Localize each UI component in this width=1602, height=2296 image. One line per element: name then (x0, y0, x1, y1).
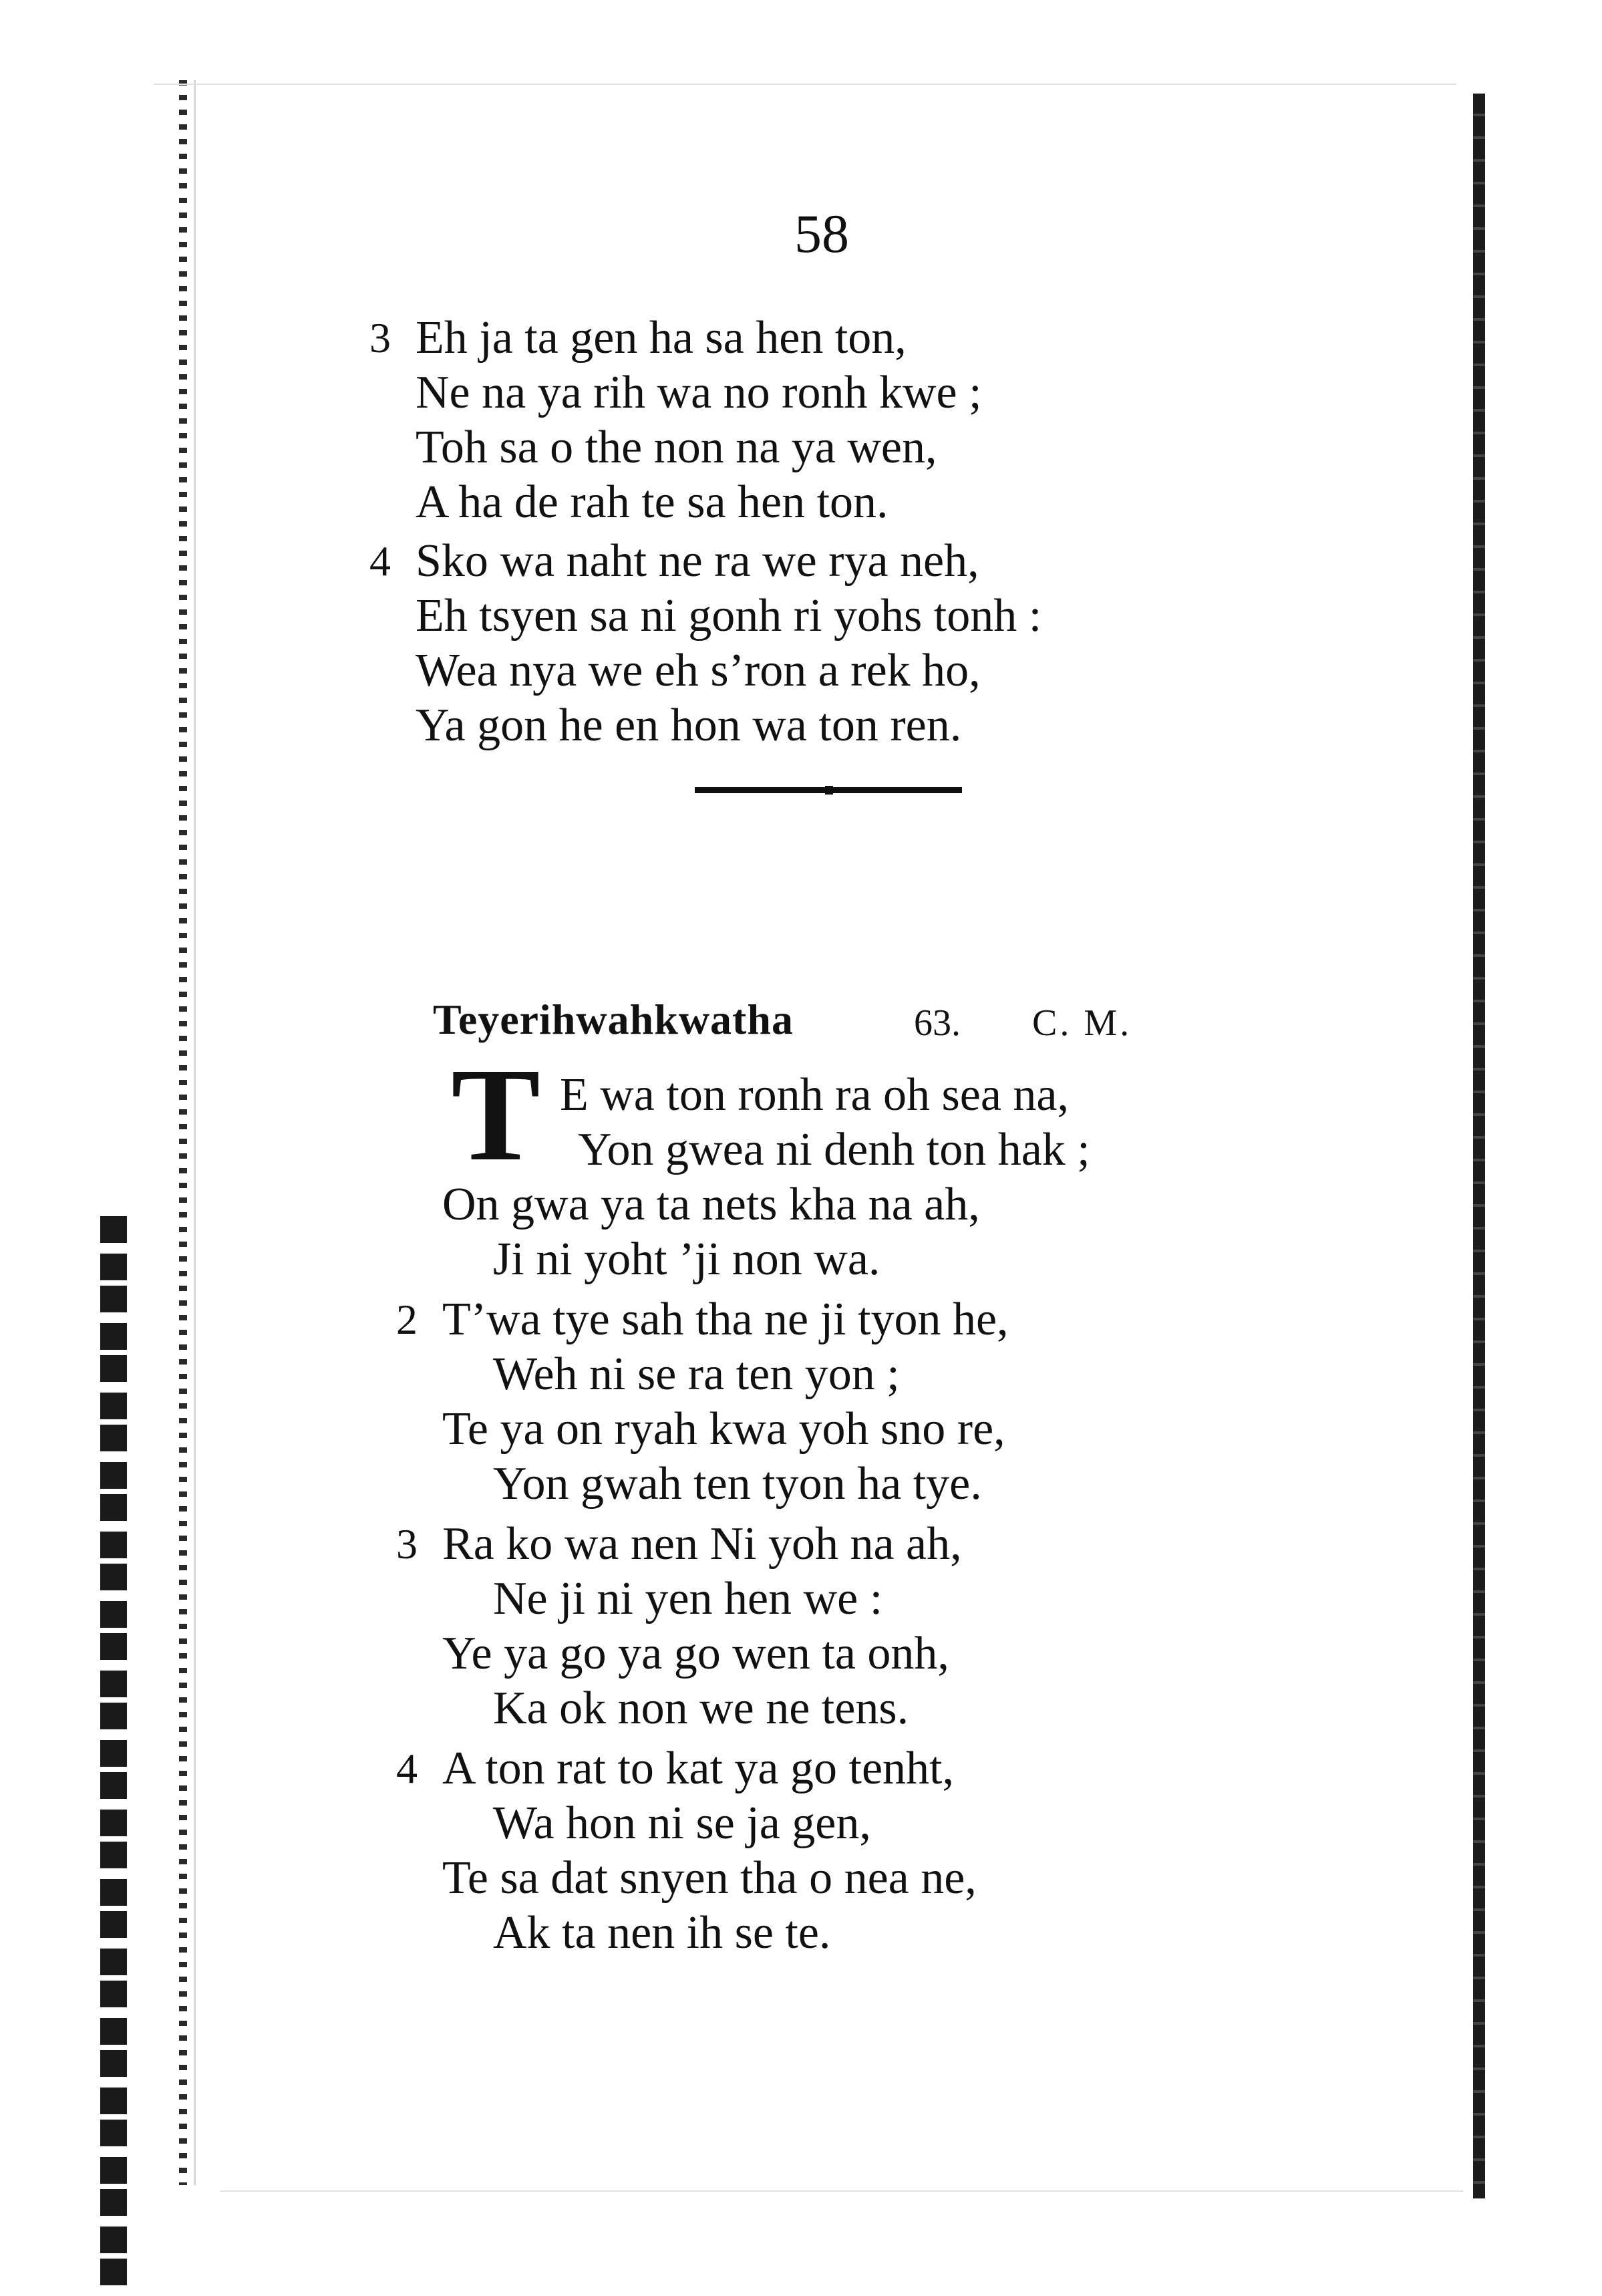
verse-line: Eh tsyen sa ni gonh ri yohs tonh : (416, 590, 1042, 641)
verse-line: A ha de rah te sa hen ton. (416, 476, 889, 528)
page-edge-right (1473, 94, 1485, 2198)
page-edge-left (100, 80, 200, 2185)
verse-line: Te ya on ryah kwa yoh sno re, (442, 1403, 1005, 1455)
verse-line: Toh sa o the non na ya wen, (416, 422, 937, 473)
verse-line: Ka ok non we ne tens. (493, 1683, 909, 1734)
verse-line: Ra ko wa nen Ni yoh na ah, (442, 1518, 962, 1570)
verse-line: Sko wa naht ne ra we rya neh, (416, 535, 979, 587)
drop-cap: T (451, 1041, 540, 1189)
verse-number: 3 (396, 1520, 418, 1568)
verse-line: Ji ni yoht ’ji non wa. (493, 1234, 880, 1285)
verse-line: Weh ni se ra ten yon ; (493, 1348, 900, 1400)
verse-line: Yon gwah ten tyon ha tye. (493, 1458, 982, 1510)
verse-number: 3 (369, 314, 391, 362)
verse-line: A ton rat to kat ya go tenht, (442, 1743, 954, 1794)
verse-line: Wea nya we eh s’ron a rek ho, (416, 645, 981, 696)
verse-line: Wa hon ni se ja gen, (493, 1798, 871, 1849)
page-edge-blot (100, 1216, 127, 2285)
hymn-number: 63. (914, 1002, 961, 1044)
verse-line: Ne ji ni yen hen we : (493, 1573, 883, 1624)
verse-line: On gwa ya ta nets kha na ah, (442, 1179, 980, 1230)
verse-line: E wa ton ronh ra oh sea na, (560, 1069, 1069, 1121)
page-number: 58 (794, 203, 849, 264)
hymn-meter: C. M. (1032, 1002, 1132, 1044)
page-top-edge (154, 84, 1456, 85)
verse-number: 4 (396, 1745, 418, 1792)
page-bottom-edge (220, 2190, 1463, 2192)
verse-number: 4 (369, 537, 391, 585)
verse-line: Ak ta nen ih se te. (493, 1907, 831, 1959)
verse-line: Yon gwea ni denh ton hak ; (578, 1124, 1090, 1175)
verse-number: 2 (396, 1296, 418, 1343)
verse-line: Te sa dat snyen tha o nea ne, (442, 1852, 977, 1904)
hymn-title: Teyerihwahkwatha (433, 996, 794, 1043)
section-separator (695, 787, 962, 793)
verse-line: Ne na ya rih wa no ronh kwe ; (416, 367, 982, 418)
verse-line: Eh ja ta gen ha sa hen ton, (416, 312, 907, 364)
verse-line: Ya gon he en hon wa ton ren. (416, 700, 962, 751)
verse-line: Ye ya go ya go wen ta onh, (442, 1628, 949, 1679)
verse-line: T’wa tye sah tha ne ji tyon he, (442, 1294, 1009, 1345)
